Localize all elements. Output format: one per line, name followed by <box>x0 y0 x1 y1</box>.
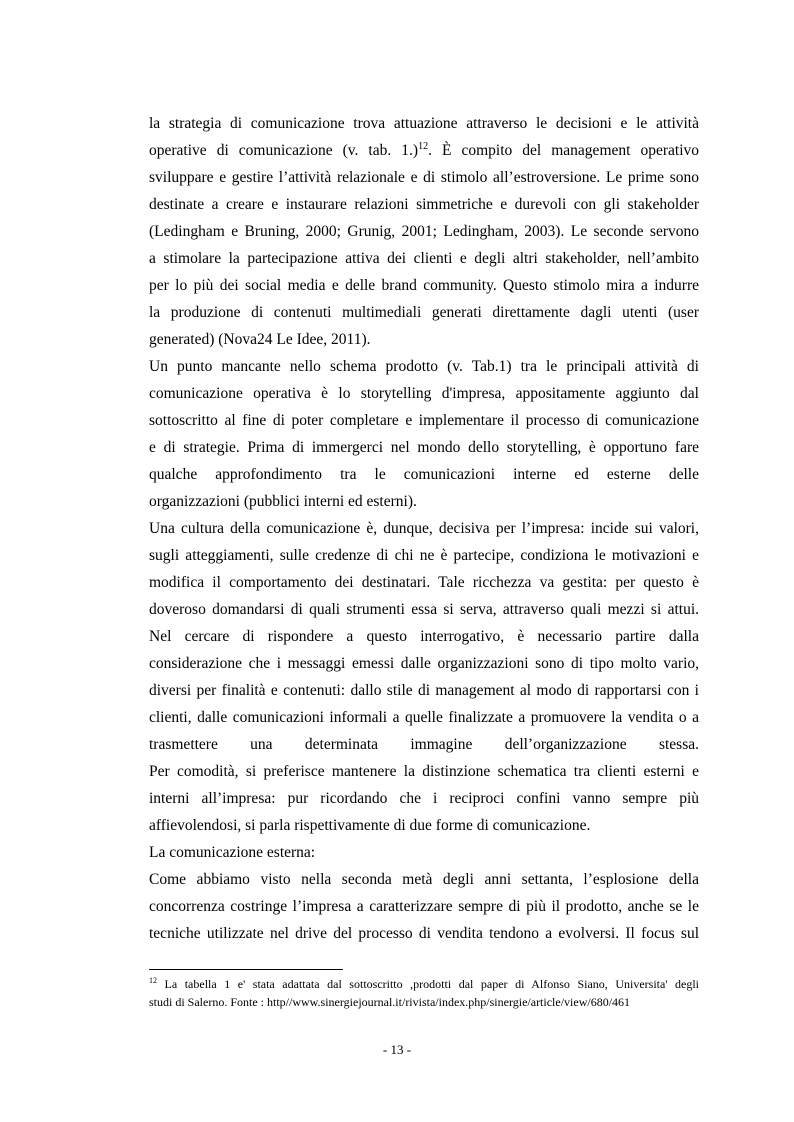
body-line: clienti, dalle comunicazioni informali a quelle finalizzate a promuovere la vendita o a <box>149 709 699 726</box>
body-line: a stimolare la partecipazione attiva dei clienti e degli altri stakeholder, nell’ambito <box>149 250 699 267</box>
body-line: trasmettere una determinata immagine dell’organizzazione stessa. <box>149 736 699 753</box>
body-line: comunicazione operativa è lo storytelling d'impresa, appositamente aggiunto dal <box>149 385 699 402</box>
body-line: Per comodità, si preferisce mantenere la distinzione schematica tra clienti esterni e <box>149 763 699 780</box>
body-line: destinate a creare e instaurare relazioni simmetriche e durevoli con gli stakeholder <box>149 196 699 213</box>
page-number: - 13 - <box>382 1042 412 1057</box>
body-line: concorrenza costringe l’impresa a caratterizzare sempre di più il prodotto, anche se le <box>149 898 699 915</box>
body-line: tecniche utilizzate nel drive del processo di vendita tendono a evolversi. Il focus sul <box>149 925 699 942</box>
body-line: qualche approfondimento tra le comunicazioni interne ed esterne delle <box>149 466 699 483</box>
body-line: Nel cercare di rispondere a questo interrogativo, è necessario partire dalla <box>149 628 699 645</box>
footnote-number: 12 <box>149 976 157 985</box>
body-line: sugli atteggiamenti, sulle credenze di chi ne è partecipe, condiziona le motivazioni e <box>149 547 699 564</box>
body-line: generated) (Nova24 Le Idee, 2011). <box>149 331 371 348</box>
footnote-text: La tabella 1 e' stata adattata dal sottoscritto ,prodotti dal paper di Alfonso Siano, Universita' degli <box>164 977 699 991</box>
body-line: organizzazioni (pubblici interni ed esterni). <box>149 493 417 510</box>
body-line-with-footnote-ref <box>149 142 699 160</box>
body-line-text: . È compito del management operativo <box>428 142 699 159</box>
body-line: affievolendosi, si parla rispettivamente di due forme di comunicazione. <box>149 817 591 834</box>
body-line: (Ledingham e Bruning, 2000; Grunig, 2001; Ledingham, 2003). Le seconde servono <box>149 223 699 240</box>
body-line: considerazione che i messaggi emessi dalle organizzazioni sono di tipo molto vario, <box>149 655 699 672</box>
footnote-reference[interactable]: 12 <box>418 140 429 152</box>
footnote-separator <box>149 969 343 970</box>
body-line: modifica il comportamento dei destinatari. Tale ricchezza va gestita: per questo è <box>149 574 699 591</box>
body-line: diversi per finalità e contenuti: dallo stile di management al modo di rapportarsi con i <box>149 682 699 699</box>
body-line: e di strategie. Prima di immergerci nel mondo dello storytelling, è opportuno fare <box>149 439 699 456</box>
body-line: sottoscritto al fine di poter completare e implementare il processo di comunicazione <box>149 412 699 429</box>
section-heading: La comunicazione esterna: <box>149 844 316 861</box>
body-line: interni all’impresa: pur ricordando che i reciproci confini vanno sempre più <box>149 790 699 807</box>
body-line: doveroso domandarsi di quali strumenti essa si serva, attraverso quali mezzi si attui. <box>149 601 699 618</box>
body-line: per lo più dei social media e delle brand community. Questo stimolo mira a indurre <box>149 277 699 294</box>
body-line: Come abbiamo visto nella seconda metà degli anni settanta, l’esplosione della <box>149 871 699 888</box>
body-line: Una cultura della comunicazione è, dunque, decisiva per l’impresa: incide sui valori, <box>149 520 699 537</box>
body-line: la strategia di comunicazione trova attuazione attraverso le decisioni e le attività <box>149 115 699 132</box>
body-line: sviluppare e gestire l’attività relazionale e di stimolo all’estroversione. Le prime sono <box>149 169 699 186</box>
footnote-line: studi di Salerno. Fonte : http//www.sinergiejournal.it/rivista/index.php/sinergie/article/view/680/461 <box>149 995 631 1009</box>
body-line-text: operative di comunicazione (v. tab. 1.) <box>149 142 419 159</box>
body-line: la produzione di contenuti multimediali generati direttamente dagli utenti (user <box>149 304 699 321</box>
body-line: Un punto mancante nello schema prodotto (v. Tab.1) tra le principali attività di <box>149 358 699 375</box>
footnote-line <box>149 977 699 992</box>
